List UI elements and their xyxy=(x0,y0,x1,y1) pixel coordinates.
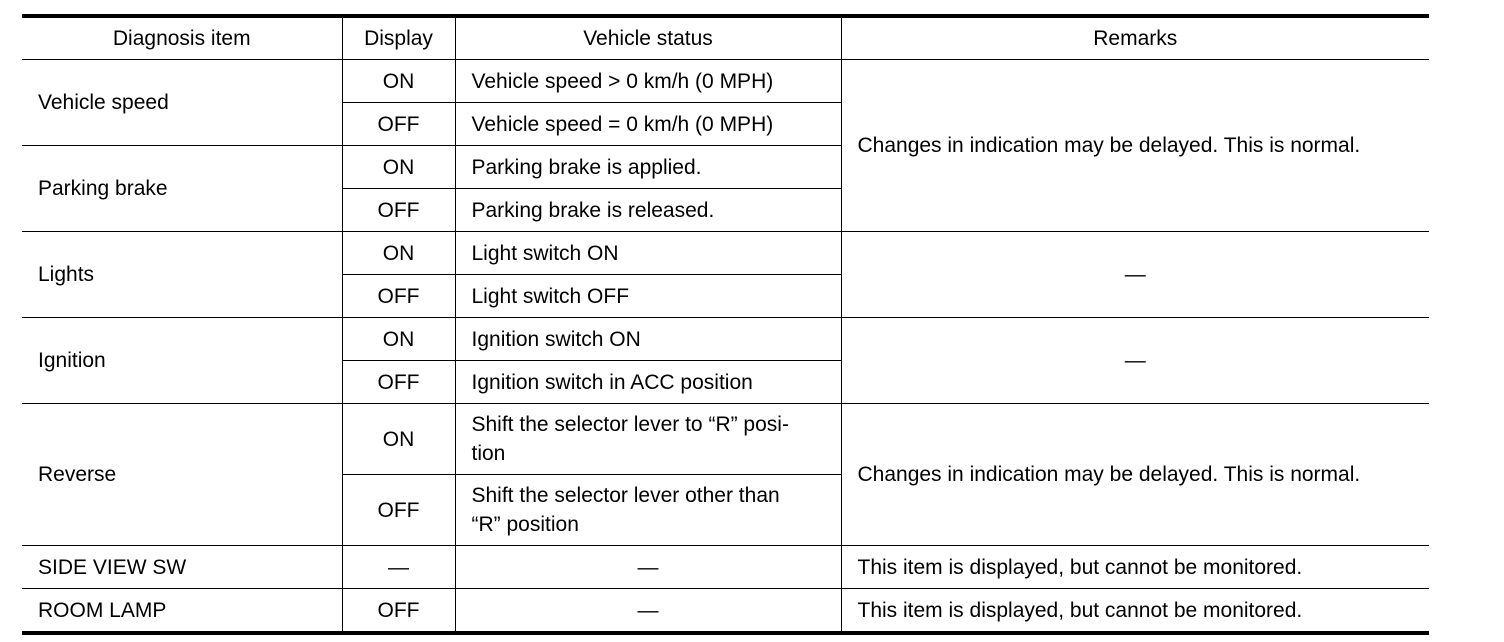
status-line: tion xyxy=(471,442,506,465)
status-cell: Parking brake is released. xyxy=(455,189,841,232)
table-row xyxy=(22,232,1429,275)
remarks-cell: Changes in indication may be delayed. This is normal. xyxy=(841,60,1429,232)
header-diagnosis-item: Diagnosis item xyxy=(22,16,342,60)
table-row xyxy=(22,60,1429,103)
display-cell: — xyxy=(342,546,455,589)
status-cell: — xyxy=(455,589,841,634)
item-reverse: Reverse xyxy=(22,404,342,546)
status-cell: Parking brake is applied. xyxy=(455,146,841,189)
status-cell: — xyxy=(455,546,841,589)
header-display: Display xyxy=(342,16,455,60)
status-cell: Vehicle speed = 0 km/h (0 MPH) xyxy=(455,103,841,146)
status-cell: Light switch OFF xyxy=(455,275,841,318)
remarks-cell: This item is displayed, but cannot be monitored. xyxy=(841,546,1429,589)
item-lights: Lights xyxy=(22,232,342,318)
table-row xyxy=(22,404,1429,475)
header-remarks: Remarks xyxy=(841,16,1429,60)
status-cell: Ignition switch ON xyxy=(455,318,841,361)
display-cell: ON xyxy=(342,60,455,103)
display-cell: OFF xyxy=(342,589,455,634)
table-row xyxy=(22,318,1429,361)
remarks-cell: — xyxy=(841,232,1429,318)
display-cell: OFF xyxy=(342,275,455,318)
remarks-cell: This item is displayed, but cannot be monitored. xyxy=(841,589,1429,634)
status-cell: Ignition switch in ACC position xyxy=(455,361,841,404)
item-ignition: Ignition xyxy=(22,318,342,404)
table-row xyxy=(22,546,1429,589)
remarks-cell: — xyxy=(841,318,1429,404)
diagnosis-table xyxy=(22,14,1429,635)
status-line: Shift the selector lever other than xyxy=(471,484,780,507)
display-cell: OFF xyxy=(342,189,455,232)
status-cell xyxy=(455,404,841,475)
table-row xyxy=(22,589,1429,634)
status-cell: Light switch ON xyxy=(455,232,841,275)
status-line: “R” position xyxy=(471,513,579,536)
item-parking-brake: Parking brake xyxy=(22,146,342,232)
display-cell: OFF xyxy=(342,361,455,404)
status-line: Shift the selector lever to “R” posi- xyxy=(471,413,789,436)
display-cell: OFF xyxy=(342,475,455,546)
status-cell: Vehicle speed > 0 km/h (0 MPH) xyxy=(455,60,841,103)
display-cell: OFF xyxy=(342,103,455,146)
display-cell: ON xyxy=(342,318,455,361)
item-room-lamp: ROOM LAMP xyxy=(22,589,342,634)
remarks-cell: Changes in indication may be delayed. This is normal. xyxy=(841,404,1429,546)
display-cell: ON xyxy=(342,146,455,189)
item-vehicle-speed: Vehicle speed xyxy=(22,60,342,146)
status-cell xyxy=(455,475,841,546)
header-vehicle-status: Vehicle status xyxy=(455,16,841,60)
item-side-view-sw: SIDE VIEW SW xyxy=(22,546,342,589)
display-cell: ON xyxy=(342,404,455,475)
display-cell: ON xyxy=(342,232,455,275)
header-row xyxy=(22,16,1429,60)
